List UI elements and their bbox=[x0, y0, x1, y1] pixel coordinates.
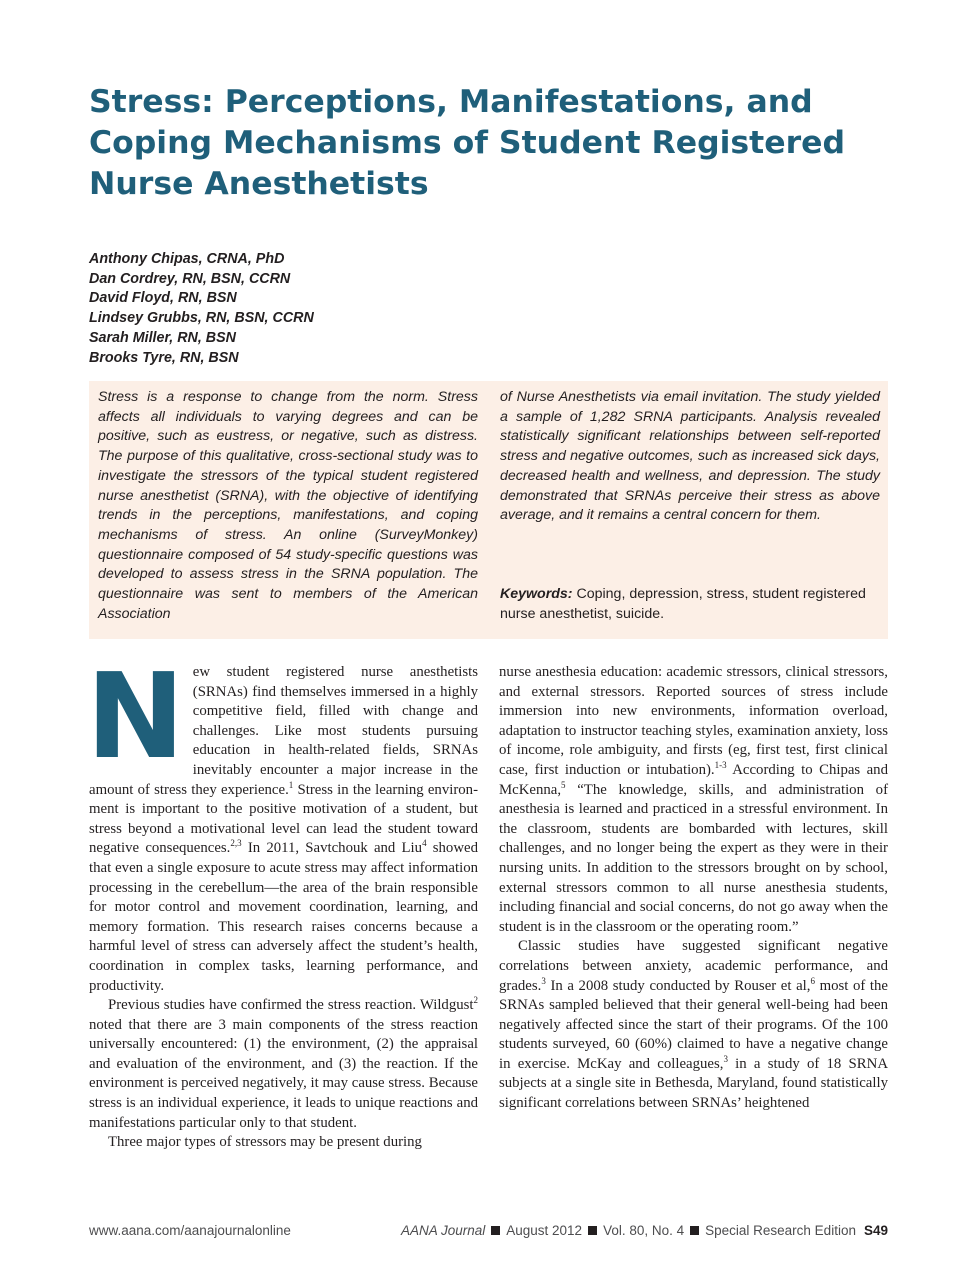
citation: 1-3 bbox=[714, 760, 727, 771]
author: Brooks Tyre, RN, BSN bbox=[89, 349, 239, 366]
text-run: Stress in the learning environment is important to the positive motivation of a student, but stress beyond a motivational level can lead the student toward negative consequences. bbox=[89, 781, 478, 857]
text-run: “The knowledge, skills, and administration of anesthesia is learned and practiced in a stressful environment. In the classroom, students are bombarded with lectures, skill challenges, and no longer being the expert as they were in their nursing units. In addition to the stressors brought on by school, external stressors common to all nurse anesthesia students, including financial and social concerns, do not go away when the student is in the classroom or the operating room.” bbox=[499, 781, 888, 935]
citation: 4 bbox=[422, 838, 427, 849]
author: Lindsey Grubbs, RN, BSN, CCRN bbox=[89, 310, 314, 327]
abstract-text-left: Stress is a response to change from the norm. Stress affects all individuals to varying degrees and can be positive, such as eustress, or negative, such as distress. The purpose of this qualitative, cross-sectional study was to investigate the stressors of the typical student registered nurse anesthetist (SRNA), with the objective of identifying trends in the perceptions, manifestations, and coping mechanisms of stress. An online (SurveyMonkey) questionnaire composed of 54 study-specific questions was developed to assess stress in the SRNA population. The questionnaire was sent to members of the American Association bbox=[98, 389, 478, 622]
body-paragraph bbox=[86, 647, 478, 996]
citation: 3 bbox=[541, 975, 546, 986]
body-paragraph bbox=[499, 663, 888, 937]
text-run: nurse anesthesia education: academic stressors, clinical stressors, and external stressors. Reported sources of stress include immersion into new environments, information overload, adaptation to instructor teaching styles, examination anxiety, loss of income, role ambiguity, and firsts (eg, first test, first clinical case, first induction or intubation). bbox=[499, 664, 888, 778]
abstract-left-column bbox=[98, 388, 478, 624]
author: Anthony Chipas, CRNA, PhD bbox=[89, 251, 285, 267]
text-run: Classic studies have suggested significant negative correlations between anxiety, academic performance, and grades. bbox=[499, 938, 888, 994]
text-run: In a 2008 study conducted by Rouser et al, bbox=[545, 977, 811, 994]
keywords bbox=[500, 585, 880, 624]
abstract-right-column bbox=[500, 388, 880, 526]
author: David Floyd, RN, BSN bbox=[89, 290, 237, 307]
citation: 3 bbox=[723, 1053, 728, 1064]
page-number: S49 bbox=[863, 1223, 888, 1238]
citation: 5 bbox=[561, 779, 566, 790]
citation: 2,3 bbox=[230, 838, 242, 849]
text-run: in a study of 18 SRNA subjects at a single site in Bethesda, Maryland, found statistically significant correlations between SRNAs’ heightened bbox=[499, 1055, 889, 1112]
journal-name: AANA Journal bbox=[400, 1223, 486, 1238]
author-list bbox=[89, 250, 589, 368]
abstract-text-right: of Nurse Anesthetists via email invitation. The study yielded a sample of 1,282 SRNA participants. Analysis revealed statistically significant relationships between self-reported stress and negative outcomes, such as increased sick days, decreased health and wellness, and depression. The study demonstrated that SRNAs perceive their stress as above average, and it remains a central concern for them. bbox=[500, 389, 880, 524]
body-right-column bbox=[499, 663, 888, 1114]
article-title: Stress: Perceptions, Manifestations, and Coping Mechanisms of Student Registered Nurse Anesthetists bbox=[89, 84, 846, 202]
author: Sarah Miller, RN, BSN bbox=[89, 329, 236, 346]
author: Dan Cordrey, RN, BSN, CCRN bbox=[89, 270, 291, 287]
citation: 6 bbox=[810, 975, 815, 986]
square-bullet-icon bbox=[690, 1226, 699, 1235]
text-run: According to Chipas and McKenna, bbox=[499, 761, 888, 798]
body-paragraph bbox=[89, 1133, 478, 1153]
text-run: showed that even a single exposure to acute stress may affect information processing in the cerebellum—the area of the brain responsible for motor control and movement coordination, learning, and memory formation. This research raises concerns because a harmful level of stress can adversely affect the student’s health, coordination in complex tasks, learning performance, and productivity. bbox=[89, 840, 478, 994]
text-run: Previous studies have confirmed the stress reaction. Wildgust bbox=[108, 997, 474, 1014]
abstract-box bbox=[89, 381, 888, 639]
drop-cap: N bbox=[86, 647, 185, 785]
square-bullet-icon bbox=[491, 1226, 500, 1235]
text-run: Three major types of stressors may be present during bbox=[108, 1134, 422, 1151]
journal-url-link[interactable]: www.aana.com/aanajournalonline bbox=[89, 1223, 291, 1238]
text-run: most of the SRNAs sampled believed that their general well-being had been negatively affected since the start of their programs. Of the 100 students surveyed, 60 (60%) claimed to have a negative change in exercise. McKay and colleagues, bbox=[499, 977, 888, 1072]
body-left-column bbox=[86, 647, 478, 1153]
citation: 2 bbox=[473, 995, 478, 1006]
keywords-text: Coping, depression, stress, student registered nurse anesthetist, suicide. bbox=[500, 586, 866, 622]
body-paragraph bbox=[499, 937, 888, 1113]
text-run: noted that there are 3 main components of the stress reaction universally encountered: (1) the environment, (2) the appraisal and evaluation of the environment, and (3) the reaction. If the environment is perceived negatively, it may cause stress. Because stress is an individual experience, it leads to unique reactions and manifestations particular only to that student. bbox=[89, 1016, 478, 1131]
page-footer bbox=[89, 1223, 888, 1243]
volume: Vol. 80, No. 4 bbox=[603, 1223, 685, 1238]
text-run: In 2011, Savtchouk and Liu bbox=[241, 840, 423, 857]
square-bullet-icon bbox=[588, 1226, 597, 1235]
edition: Special Research Edition bbox=[705, 1223, 856, 1238]
keywords-label: Keywords: bbox=[500, 586, 573, 602]
issue-date: August 2012 bbox=[506, 1223, 583, 1238]
body-paragraph bbox=[89, 996, 478, 1133]
text-run: ew student registered nurse anesthetists (SRNAs) find themselves immersed in a highly competitive field, filled with change and challenges. Like most students pursuing education in health-related fields, SRNAs inevitably encounter a major increase in the amount of stress they experience. bbox=[89, 664, 478, 798]
journal-citation bbox=[401, 1223, 888, 1238]
citation: 1 bbox=[288, 779, 294, 790]
